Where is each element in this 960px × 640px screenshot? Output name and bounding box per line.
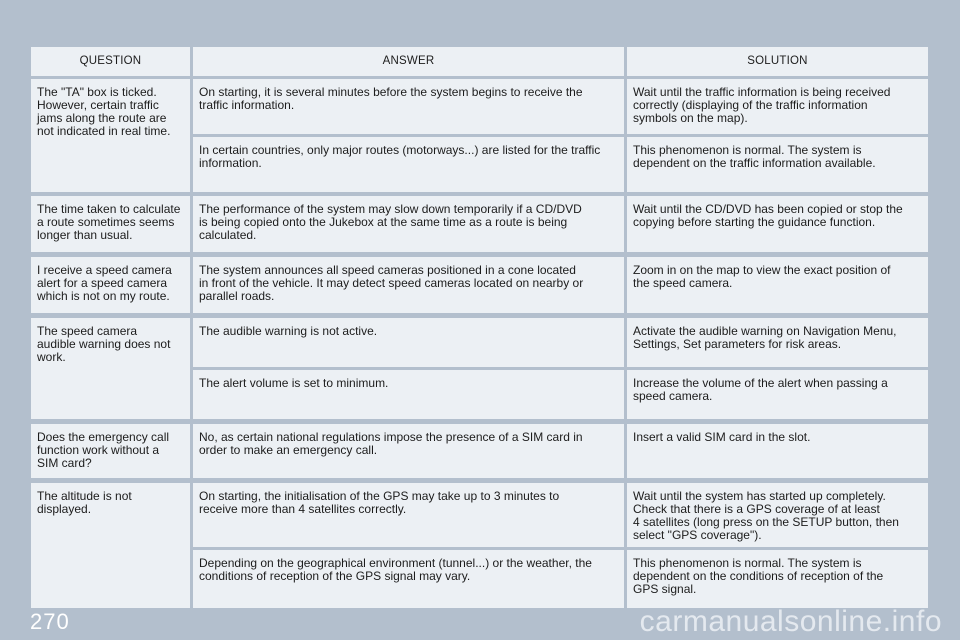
answer-cell: The performance of the system may slow down temporarily if a CD/DVD is being copied onto the Jukebox at the same time as a route is being calculated.: [193, 196, 624, 252]
question-cell: Does the emergency call function work without a SIM card?: [31, 424, 190, 478]
answer-cell: The system announces all speed cameras positioned in a cone located in front of the vehicle. It may detect speed cameras located on nearby or parallel roads.: [193, 257, 624, 313]
question-cell: The altitude is not displayed.: [31, 483, 190, 608]
solution-cell: Activate the audible warning on Navigation Menu, Settings, Set parameters for risk areas.: [627, 318, 928, 367]
answer-cell: No, as certain national regulations impose the presence of a SIM card in order to make an emergency call.: [193, 424, 624, 478]
header-solution: SOLUTION: [627, 47, 928, 76]
solution-cell: Increase the volume of the alert when passing a speed camera.: [627, 370, 928, 419]
header-question: QUESTION: [31, 47, 190, 76]
solution-cell: Wait until the CD/DVD has been copied or stop the copying before starting the guidance function.: [627, 196, 928, 252]
answer-cell: The alert volume is set to minimum.: [193, 370, 624, 419]
solution-cell: This phenomenon is normal. The system is dependent on the traffic information available.: [627, 137, 928, 192]
question-cell: The time taken to calculate a route sometimes seems longer than usual.: [31, 196, 190, 252]
watermark: carmanualsonline.info: [639, 605, 942, 638]
question-cell: The speed camera audible warning does not work.: [31, 318, 190, 419]
page-number: 270: [30, 609, 70, 634]
solution-cell: Wait until the traffic information is being received correctly (displaying of the traffic information symbols on the map).: [627, 79, 928, 134]
solution-cell: Zoom in on the map to view the exact position of the speed camera.: [627, 257, 928, 313]
solution-cell: Wait until the system has started up completely. Check that there is a GPS coverage of at least 4 satellites (long press on the SETUP button, then select "GPS coverage").: [627, 483, 928, 547]
header-answer: ANSWER: [193, 47, 624, 76]
answer-cell: The audible warning is not active.: [193, 318, 624, 367]
question-cell: The "TA" box is ticked. However, certain traffic jams along the route are not indicated in real time.: [31, 79, 190, 192]
answer-cell: On starting, it is several minutes before the system begins to receive the traffic information.: [193, 79, 624, 134]
solution-cell: Insert a valid SIM card in the slot.: [627, 424, 928, 478]
solution-cell: This phenomenon is normal. The system is dependent on the conditions of reception of the GPS signal.: [627, 550, 928, 608]
answer-cell: In certain countries, only major routes (motorways...) are listed for the traffic information.: [193, 137, 624, 192]
answer-cell: Depending on the geographical environment (tunnel...) or the weather, the conditions of reception of the GPS signal may vary.: [193, 550, 624, 608]
answer-cell: On starting, the initialisation of the GPS may take up to 3 minutes to receive more than 4 satellites correctly.: [193, 483, 624, 547]
question-cell: I receive a speed camera alert for a speed camera which is not on my route.: [31, 257, 190, 313]
